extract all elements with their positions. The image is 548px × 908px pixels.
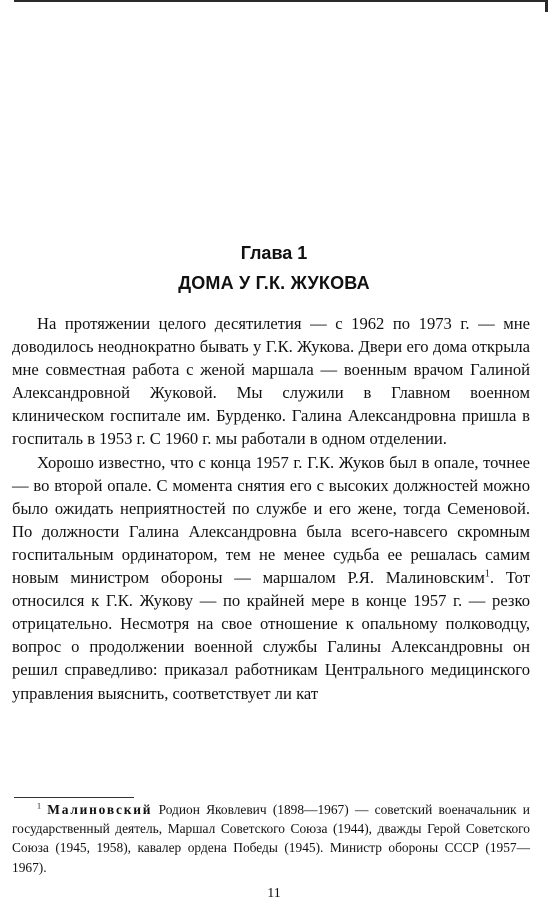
page-number: 11 (267, 886, 281, 901)
footnote-text: Родион Яковлевич (1898—1967) — советский военачальник и государственный деятель, Маршал Советского Союза (1944), дважды Герой Советского Союза (1945, 1958), кавалер ордена Победы (1945). Министр обороны СССР (1957—1967). (12, 802, 530, 875)
paragraph-2 (12, 451, 530, 705)
body-text (12, 312, 530, 705)
chapter-title: ДОМА У Г.К. ЖУКОВА (178, 273, 370, 293)
footnotes (12, 800, 530, 877)
footnote-1 (12, 800, 530, 877)
footnote-reference: 1 (484, 568, 490, 580)
footnote-mark: 1 (37, 801, 42, 811)
footnote-divider (14, 797, 134, 798)
chapter-number: Глава 1 (240, 243, 308, 263)
paragraph-1: На протяжении целого десятилетия — с 1962 по 1973 г. — мне доводилось неоднократно бывать у Г.К. Жукова. Двери его дома открыла мне совместная работа с женой маршала — военным врачом Галиной Александровной Жуковой. Мы служили в Главном военном клиническом госпитале им. Бурденко. Галина Александровна пришла в госпиталь в 1953 г. С 1960 г. мы работали в одном отделении. (12, 314, 530, 449)
paragraph-2-part-2: . Тот относился к Г.К. Жукову — по крайней мере в конце 1957 г. — резко отрицательно. Несмотря на свое отношение к опальному полководцу, вопрос о продолжении военной службы Галины Александровны он решил справедливо: приказал работникам Центрального медицинского управления выяснить, соответствует ли кат (12, 568, 531, 703)
footnote-name: Малиновский (47, 802, 153, 817)
paragraph-2-part-1: Хорошо известно, что с конца 1957 г. Г.К. Жуков был в опале, точнее — во второй опале. С момента снятия его с высоких должностей можно было ожидать неприятностей по службе и его жене, тогда Семеновой. По должности Галина Александровна была всего-навсего скромным госпитальным ординатором, тем не менее судьба ее решалась самим новым министром обороны — маршалом Р.Я. Малиновским (12, 452, 530, 588)
scan-edge-top (14, 0, 548, 2)
